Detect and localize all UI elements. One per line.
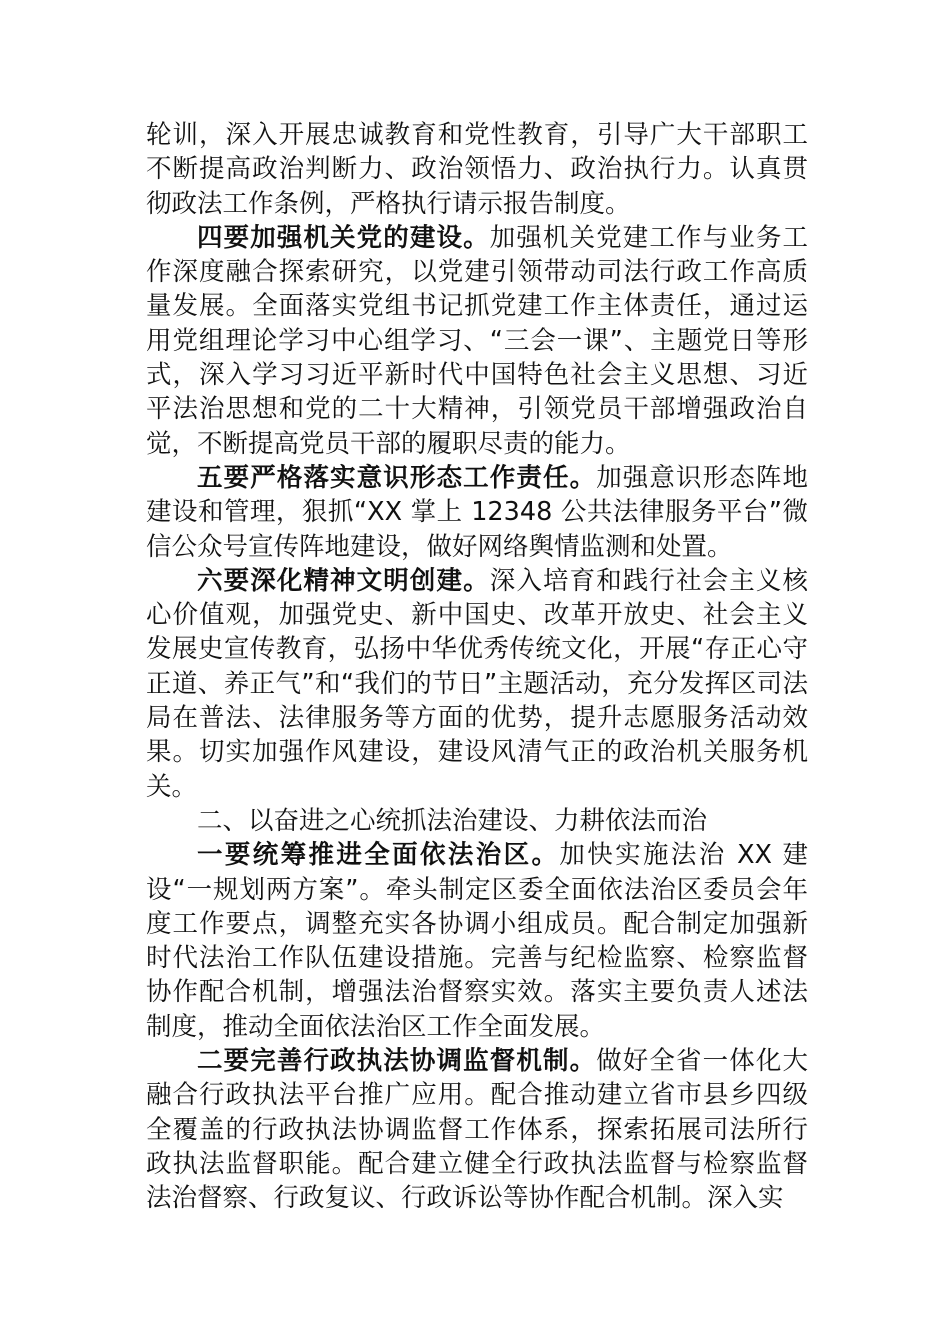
paragraph-law-enforcement	[146, 1044, 808, 1215]
paragraph-text: 加快实施法治 XX 建设“一规划两方案”。牵头制定区委全面依法治区委员会年度工作要点，调整充实各协调小组成员。配合制定加强新时代法治工作队伍建设措施。完善与纪检监察、检察监督协作配合机制，增强法治督察实效。落实主要负责人述法制度，推动全面依法治区工作全面发展。	[146, 840, 808, 1042]
paragraph-lead: 四要加强机关党的建设。	[197, 222, 490, 253]
paragraph-text: 加强机关党建工作与业务工作深度融合探索研究，以党建引领带动司法行政工作高质量发展。全面落实党组书记抓党建工作主体责任，通过运用党组理论学习中心组学习、“三会一课”、主题党日等形式，深入学习习近平新时代中国特色社会主义思想、习近平法治思想和党的二十大精神，引领党员干部增强政治自觉，不断提高党员干部的履职尽责的能力。	[146, 222, 808, 459]
paragraph-rule-of-law	[146, 838, 808, 1044]
document-body	[146, 118, 808, 1216]
paragraph-lead: 一要统筹推进全面依法治区。	[197, 840, 560, 871]
paragraph-text: 加强意识形态阵地建设和管理，狠抓“XX 掌上 12348 公共法律服务平台”微信公众号宣传阵地建设，做好网络舆情监测和处置。	[146, 462, 808, 562]
paragraph-lead: 五要严格落实意识形态工作责任。	[197, 462, 597, 493]
section-heading	[146, 804, 808, 838]
section-heading-text: 二、以奋进之心统抓法治建设、力耕依法而治	[197, 805, 708, 836]
paragraph-civilization	[146, 564, 808, 804]
paragraph-lead: 六要深化精神文明创建。	[197, 565, 490, 596]
paragraph-text: 做好全省一体化大融合行政执法平台推广应用。配合推动建立省市县乡四级全覆盖的行政执法协调监督工作体系，探索拓展司法所行政执法监督职能。配合建立健全行政执法监督与检察监督法治督察、行政复议、行政诉讼等协作配合机制。深入实	[146, 1046, 808, 1214]
paragraph-text: 深入培育和践行社会主义核心价值观，加强党史、新中国史、改革开放史、社会主义发展史宣传教育，弘扬中华优秀传统文化，开展“存正心守正道、养正气”和“我们的节日”主题活动，充分发挥区司法局在普法、法律服务等方面的优势，提升志愿服务活动效果。切实加强作风建设，建设风清气正的政治机关服务机关。	[146, 565, 808, 802]
paragraph-lead: 二要完善行政执法协调监督机制。	[197, 1046, 597, 1077]
paragraph-continuation	[146, 118, 808, 221]
paragraph-party-building	[146, 221, 808, 461]
paragraph-text: 轮训，深入开展忠诚教育和党性教育，引导广大干部职工不断提高政治判断力、政治领悟力、政治执行力。认真贯彻政法工作条例，严格执行请示报告制度。	[146, 120, 808, 219]
paragraph-ideology	[146, 461, 808, 564]
